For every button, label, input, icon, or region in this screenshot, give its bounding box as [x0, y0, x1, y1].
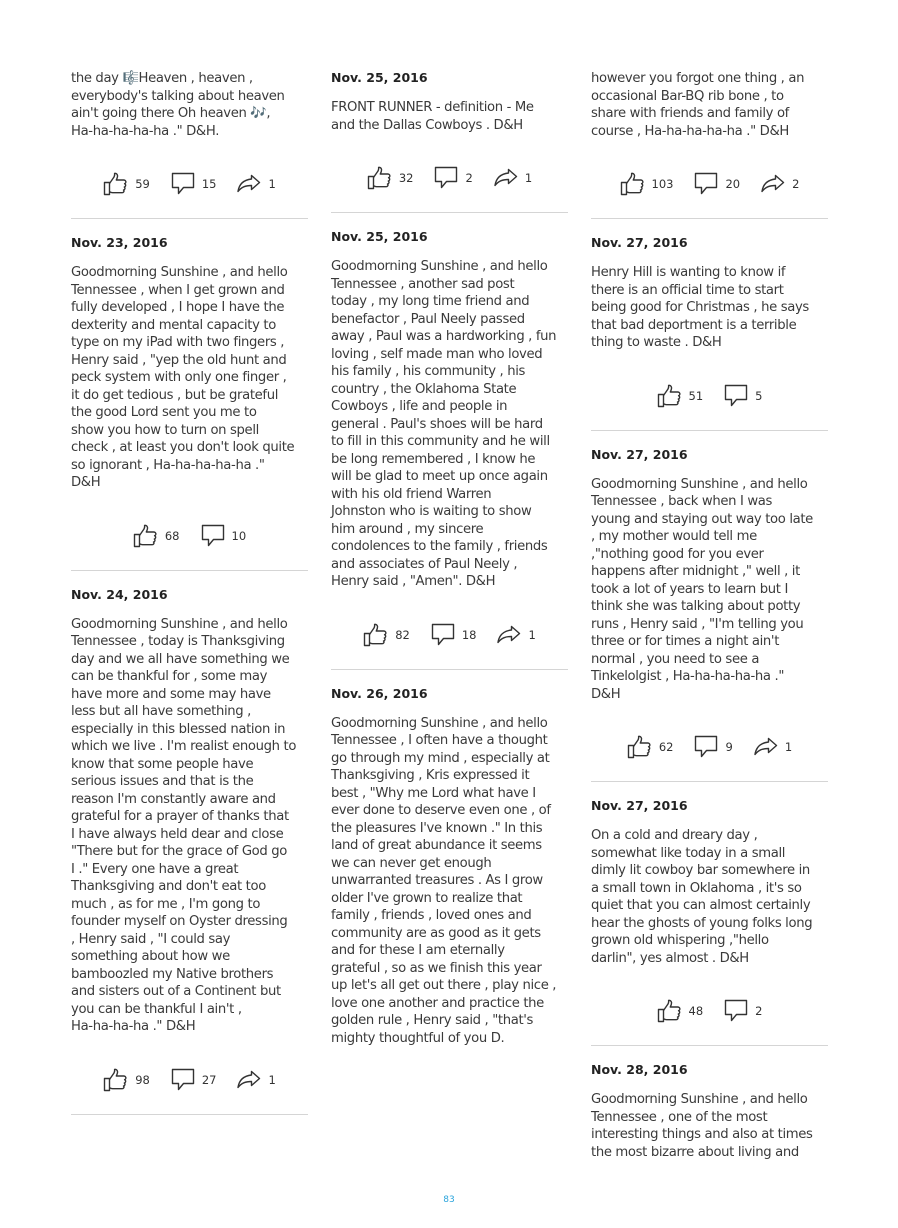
post-text: Goodmorning Sunshine , and hello Tennessee , today is Thanksgiving day and we all have something we can be thankful for , some may have more and some may have less but all have something , especially in this blessed nation in which we live . I'm realist enough to know that some people have serious issues and that is the reason I'm constantly aware and grateful for a prayer of thanks that I have always held dear and close "There but for the grace of God go I ." Every one have a great Thanksgiving and don't eat too much , as for me , I'm gong to founder myself on Oyster dressing , Henry said , "I could say something about how we bamboozled my Native brothers and sisters out of a Continent but you can be thankful I ain't , Ha-ha-ha-ha ." D&H — [71, 616, 297, 1034]
comment-count: 9 — [725, 740, 733, 754]
thumbs-up-icon — [657, 999, 683, 1023]
post-stats — [71, 164, 308, 204]
comment-count: 2 — [755, 1004, 763, 1018]
thumbs-up-icon — [367, 166, 393, 190]
comment-count: 15 — [201, 177, 217, 191]
thumbs-up-icon — [133, 524, 159, 548]
comment-stat[interactable] — [723, 999, 762, 1023]
comment-count: 27 — [201, 1072, 217, 1087]
like-stat[interactable] — [103, 172, 150, 196]
comment-icon — [170, 1068, 196, 1092]
page-number: 83 — [443, 1195, 455, 1205]
thumbs-up-icon — [103, 1068, 129, 1092]
like-count: 68 — [164, 528, 180, 543]
post-text: FRONT RUNNER - definition - Me and the Dallas Cowboys . D&H — [331, 100, 534, 133]
thumbs-up-icon — [103, 172, 129, 196]
post-date: Nov. 27, 2016 — [591, 798, 688, 813]
thumbs-up-icon — [627, 735, 653, 759]
comment-stat[interactable] — [693, 172, 740, 196]
post-text: Goodmorning Sunshine , and hello Tennessee , when I get grown and fully developed , I hope I have the dexterity and mental capacity to type on my iPad with two fingers , Henry said , "yep the old hunt and peck system with only one finger , it do get tedious , but be grateful the good Lord sent you me to show you how to turn on spell check , at least you don't look quite so ignorant , Ha-ha-ha-ha-ha ." D&H — [71, 265, 295, 490]
post-stats — [591, 376, 828, 416]
post-stats — [591, 991, 828, 1031]
post-stats — [71, 516, 308, 556]
post-divider — [71, 218, 308, 219]
like-stat[interactable] — [657, 999, 704, 1023]
like-count: 62 — [658, 740, 674, 754]
post — [331, 229, 568, 670]
post-text: however you forgot one thing , an occasional Bar-BQ rib bone , to share with friends and family of course , Ha-ha-ha-ha-ha ." D&H — [591, 71, 805, 139]
share-count: 1 — [268, 1072, 276, 1087]
comment-stat[interactable] — [170, 1068, 217, 1092]
post — [331, 70, 568, 213]
comment-stat[interactable] — [430, 623, 477, 647]
post — [331, 686, 568, 1048]
comment-icon — [433, 166, 459, 190]
like-stat[interactable] — [133, 524, 180, 548]
comment-icon — [170, 172, 196, 196]
share-icon — [236, 172, 262, 196]
post-date: Nov. 25, 2016 — [331, 70, 428, 85]
column-2 — [331, 70, 568, 1047]
like-count: 98 — [135, 1072, 150, 1087]
comment-stat[interactable] — [693, 735, 732, 759]
like-stat[interactable] — [657, 384, 704, 408]
share-icon — [236, 1068, 262, 1092]
post — [591, 1062, 828, 1161]
share-stat[interactable] — [753, 735, 792, 759]
column-1 — [71, 70, 308, 1131]
like-count: 103 — [651, 177, 674, 191]
share-icon — [496, 623, 522, 647]
post-divider — [331, 212, 568, 213]
share-stat[interactable] — [493, 166, 532, 190]
comment-icon — [200, 524, 226, 548]
post-text: Goodmorning Sunshine , and hello Tennessee , I often have a thought go through my mind , especially at Thanksgiving , Kris expressed it best , "Why me Lord what have I ever done to deserve even one , of the pleasures I've known ." In this land of great abundance it seems we can never get enough unwarranted treasures . As I grow older I've grown to realize that family , friends , loved ones and community are as good as it gets and for these I am eternally grateful , so as we finish this year up let's all get out there , play nice , love one another and practice the golden rule , Henry said , "that's mighty thoughtful of you D. — [331, 715, 557, 1046]
like-stat[interactable] — [103, 1068, 150, 1092]
post-divider — [591, 430, 828, 431]
share-icon — [760, 172, 786, 196]
comment-icon — [693, 735, 719, 759]
comment-count: 5 — [755, 388, 763, 403]
post-date: Nov. 26, 2016 — [331, 685, 428, 701]
share-icon — [753, 735, 779, 759]
post-text: Goodmorning Sunshine , and hello Tennessee , another sad post today , my long time friend and benefactor , Paul Neely passed away , Paul was a hardworking , fun loving , self made man who loved his family , his community , his country , the Oklahoma State Cowboys , life and people in general . Paul's shoes will be hard to fill in this community and he will be long remembered , I know he will be glad to meet up once again with his old friend Warren Johnston who is waiting to show him around , my sincere condolences to the family , friends and associates of Paul Neely , Henry said , "Amen". D&H — [331, 259, 557, 589]
share-stat[interactable] — [760, 172, 799, 196]
share-stat[interactable] — [236, 1068, 275, 1092]
like-stat[interactable] — [367, 166, 414, 190]
comment-stat[interactable] — [170, 172, 217, 196]
post-divider — [71, 570, 308, 571]
post-stats — [331, 615, 568, 655]
comment-icon — [693, 172, 719, 196]
post-text: Goodmorning Sunshine , and hello Tennessee , one of the most interesting things and also at times the most bizarre about living and — [591, 1092, 813, 1160]
like-count: 51 — [688, 388, 704, 403]
share-count: 1 — [784, 740, 793, 754]
post-divider — [71, 1114, 308, 1115]
post-text: Goodmorning Sunshine , and hello Tennessee , back when I was young and staying out way too late , my mother would tell me ,"nothing good for you ever happens after midnight ," well , it took a lot of years to learn but I think she was talking about potty runs , Henry said , "I'm telling you three or for times a night ain't normal , you need to see a Tinkelolgist , Ha-ha-ha-ha-ha ." D&H — [591, 476, 813, 702]
post-text: Henry Hill is wanting to know if there is an official time to start being good for Christmas , he says that bad deportment is a terrible thing to waste . D&H — [591, 265, 809, 350]
share-stat[interactable] — [236, 172, 275, 196]
comment-stat[interactable] — [433, 166, 472, 190]
comment-count: 2 — [465, 171, 473, 185]
post — [71, 587, 308, 1115]
post-divider — [331, 669, 568, 670]
comment-icon — [723, 999, 749, 1023]
like-count: 59 — [135, 177, 150, 191]
post-text: On a cold and dreary day , somewhat like today in a small dimly lit cowboy bar somewhere in a small town in Oklahoma , it's so quiet that you can almost certainly hear the ghosts of young folks long grown old whispering ,"hello darlin", yes almost . D&H — [591, 828, 813, 966]
post-divider — [591, 1045, 828, 1046]
post-divider — [591, 218, 828, 219]
thumbs-up-icon — [657, 384, 683, 408]
like-count: 32 — [398, 171, 414, 185]
post-date: Nov. 28, 2016 — [591, 1062, 688, 1077]
post-date: Nov. 23, 2016 — [71, 235, 168, 250]
comment-stat[interactable] — [200, 524, 247, 548]
post-date: Nov. 27, 2016 — [591, 446, 688, 462]
post-stats — [591, 727, 828, 767]
comment-stat[interactable] — [723, 384, 762, 408]
post-stats — [591, 164, 828, 204]
post — [71, 70, 308, 219]
post-date: Nov. 24, 2016 — [71, 586, 168, 602]
like-count: 48 — [688, 1004, 704, 1018]
like-count: 82 — [395, 627, 410, 642]
thumbs-up-icon — [363, 623, 389, 647]
column-3 — [591, 70, 828, 1161]
post — [591, 235, 828, 431]
post-stats — [331, 158, 568, 198]
share-icon — [493, 166, 519, 190]
comment-icon — [723, 384, 749, 408]
comment-icon — [430, 623, 456, 647]
post — [591, 447, 828, 783]
comment-count: 10 — [231, 528, 247, 543]
share-count: 1 — [268, 177, 276, 191]
post-date: Nov. 25, 2016 — [331, 229, 428, 244]
share-stat[interactable] — [496, 623, 535, 647]
post — [591, 798, 828, 1046]
like-stat[interactable] — [620, 172, 674, 196]
share-count: 1 — [528, 627, 536, 642]
post — [71, 235, 308, 571]
like-stat[interactable] — [627, 735, 674, 759]
post-divider — [591, 781, 828, 782]
post — [591, 70, 828, 219]
thumbs-up-icon — [620, 172, 646, 196]
comment-count: 18 — [461, 627, 477, 642]
like-stat[interactable] — [363, 623, 410, 647]
share-count: 2 — [792, 177, 800, 191]
post-date: Nov. 27, 2016 — [591, 235, 688, 250]
post-text: the day 🎼Heaven , heaven , everybody's talking about heaven ain't going there Oh heaven 🎶, Ha-ha-ha-ha-ha ." D&H. — [71, 71, 285, 139]
comment-count: 20 — [725, 177, 741, 191]
post-stats — [71, 1060, 308, 1100]
share-count: 1 — [524, 171, 533, 185]
